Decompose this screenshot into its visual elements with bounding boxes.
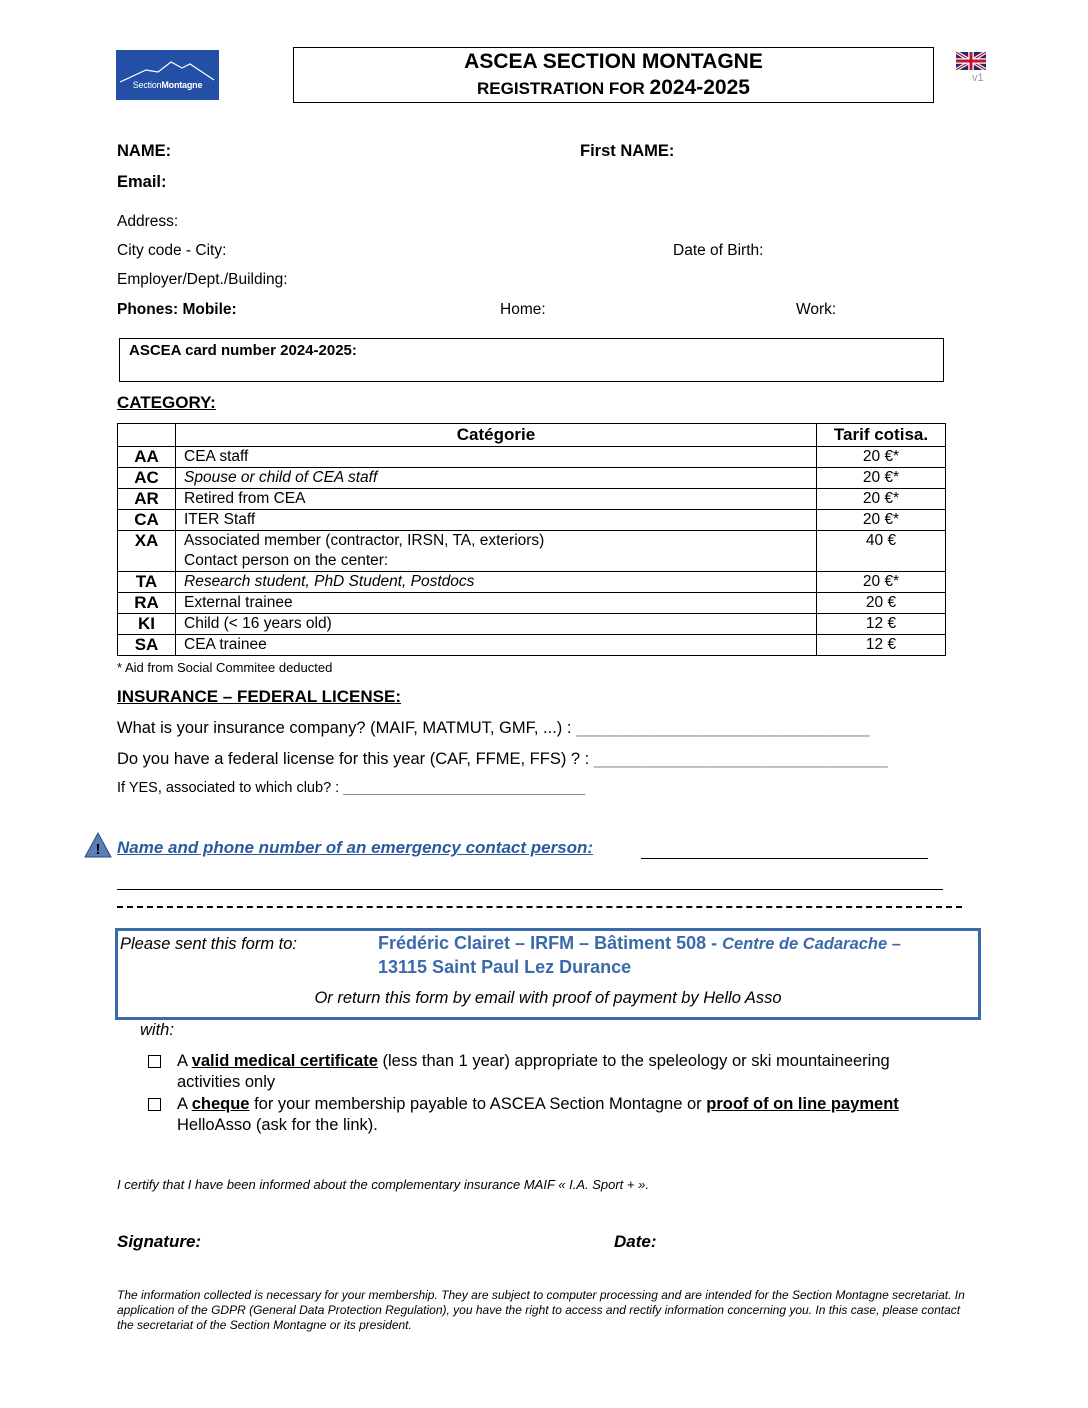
category-label: External trainee — [176, 593, 817, 614]
category-label: Spouse or child of CEA staff — [176, 468, 817, 489]
emergency-contact-label: Name and phone number of an emergency contact person: — [117, 838, 594, 857]
form-title: ASCEA SECTION MONTAGNE — [464, 50, 763, 73]
version-label: v1 — [972, 72, 984, 84]
gdpr-notice: The information collected is necessary for your membership. They are subject to computer processing and are intended for the Section Montagne secretariat. In application of the GDPR (General Data Protection Regulation), you have the right to access and rectify information concerning you. In this case, please contact the secretariat of the Section Montagne or its president. — [117, 1288, 965, 1332]
title-box — [293, 47, 934, 103]
category-label: Associated member (contractor, IRSN, TA, exteriors) Contact person on the center: — [176, 531, 817, 572]
table-row — [118, 510, 946, 531]
category-code: AA — [118, 447, 176, 468]
with-label: with: — [140, 1021, 174, 1039]
insurance-answer-line[interactable]: ________________________________ — [576, 719, 870, 737]
category-code: TA — [118, 572, 176, 593]
logo-text: SectionMontagne — [132, 80, 203, 90]
uk-flag-icon — [956, 52, 986, 70]
aid-note: * Aid from Social Commitee deducted — [117, 660, 333, 675]
warning-icon — [84, 831, 112, 859]
form-subtitle: REGISTRATION FOR 2024-2025 — [477, 76, 750, 99]
category-code: AC — [118, 468, 176, 489]
emergency-answer-line-2[interactable] — [117, 889, 943, 890]
club-question: If YES, associated to which club? : ______________________________ — [117, 780, 586, 796]
mountain-icon — [116, 50, 219, 100]
dob-label: Date of Birth: — [673, 242, 764, 259]
employer-label: Employer/Dept./Building: — [117, 271, 288, 288]
signature-label: Signature: — [117, 1232, 202, 1251]
category-code: AR — [118, 489, 176, 510]
category-price: 20 €* — [817, 468, 946, 489]
category-code: CA — [118, 510, 176, 531]
category-code: KI — [118, 614, 176, 635]
category-label: Retired from CEA — [176, 489, 817, 510]
table-row — [118, 635, 946, 656]
insurance-heading: INSURANCE – FEDERAL LICENSE: — [117, 687, 401, 706]
medical-certificate-checkbox[interactable] — [148, 1055, 161, 1068]
first-name-label: First NAME: — [580, 142, 675, 160]
table-header-row — [118, 424, 946, 447]
category-code: XA — [118, 531, 176, 572]
category-label: CEA staff — [176, 447, 817, 468]
category-price: 20 € — [817, 593, 946, 614]
table-row — [118, 614, 946, 635]
category-header: Catégorie — [176, 424, 817, 447]
table-row — [118, 468, 946, 489]
emergency-answer-line[interactable] — [641, 858, 928, 859]
city-label: City code - City: — [117, 242, 227, 259]
email-label: Email: — [117, 173, 167, 191]
insurance-question: What is your insurance company? (MAIF, MATMUT, GMF, ...) : ________________________________ — [117, 719, 870, 737]
send-form-box — [115, 928, 981, 1020]
svg-text:!: ! — [95, 841, 101, 858]
section-montagne-logo — [116, 50, 219, 100]
category-price: 12 € — [817, 614, 946, 635]
table-row — [118, 489, 946, 510]
cheque-item: A cheque for your membership payable to ASCEA Section Montagne or proof of on line payment HelloAsso (ask for the link). — [177, 1095, 899, 1134]
cut-line — [117, 906, 962, 908]
category-label: Research student, PhD Student, Postdocs — [176, 572, 817, 593]
table-row — [118, 531, 946, 572]
category-price: 12 € — [817, 635, 946, 656]
category-price: 20 €* — [817, 510, 946, 531]
category-price: 20 €* — [817, 489, 946, 510]
date-label: Date: — [614, 1232, 657, 1251]
category-code: RA — [118, 593, 176, 614]
category-label: CEA trainee — [176, 635, 817, 656]
category-price: 40 € — [817, 531, 946, 572]
send-address: Frédéric Clairet – IRFM – Bâtiment 508 - Centre de Cadarache – 13115 Saint Paul Lez Durance — [378, 933, 901, 977]
mobile-phone-label: Phones: Mobile: — [117, 301, 237, 318]
contact-person-label: Contact person on the center: — [184, 552, 389, 569]
category-table — [117, 423, 946, 656]
category-price: 20 €* — [817, 447, 946, 468]
cheque-checkbox[interactable] — [148, 1098, 161, 1111]
send-to-label: Please sent this form to: — [120, 935, 297, 953]
card-number-box[interactable] — [119, 338, 944, 382]
table-row — [118, 593, 946, 614]
category-label: ITER Staff — [176, 510, 817, 531]
work-phone-label: Work: — [796, 301, 837, 318]
table-row — [118, 572, 946, 593]
home-phone-label: Home: — [500, 301, 546, 318]
category-heading: CATEGORY: — [117, 393, 216, 412]
certify-statement: I certify that I have been informed about the complementary insurance MAIF « I.A. Sport + ». — [117, 1177, 649, 1192]
category-price: 20 €* — [817, 572, 946, 593]
card-number-label: ASCEA card number 2024-2025: — [129, 342, 357, 359]
category-label: Child (< 16 years old) — [176, 614, 817, 635]
email-return-note: Or return this form by email with proof of payment by Hello Asso — [314, 989, 782, 1007]
license-question: Do you have a federal license for this year (CAF, FFME, FFS) ? : ________________________________ — [117, 750, 888, 768]
category-code: SA — [118, 635, 176, 656]
table-row — [118, 447, 946, 468]
address-label: Address: — [117, 213, 179, 230]
medical-certificate-item: A valid medical certificate (less than 1 year) appropriate to the speleology or ski mountaineering activities only — [177, 1052, 890, 1091]
club-answer-line[interactable]: ______________________________ — [343, 780, 586, 796]
code-header — [118, 424, 176, 447]
price-header: Tarif cotisa. — [817, 424, 946, 447]
license-answer-line[interactable]: ________________________________ — [593, 750, 888, 768]
name-label: NAME: — [117, 142, 172, 160]
